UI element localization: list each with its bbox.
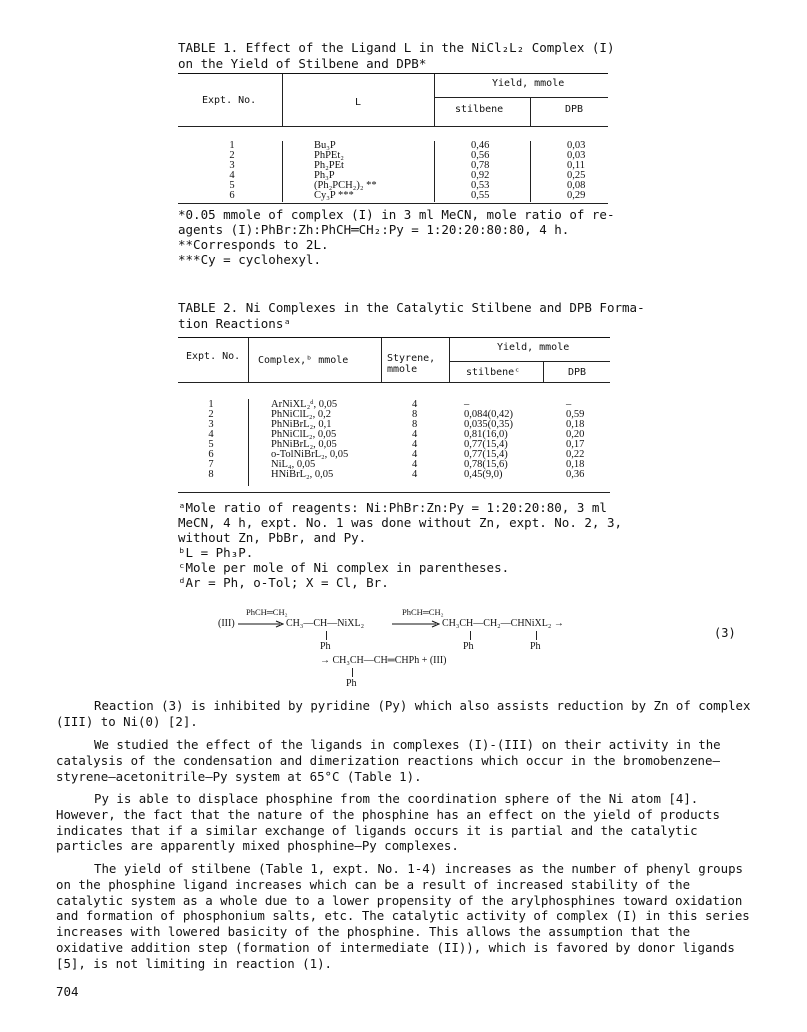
table-cell: 4 — [412, 469, 418, 480]
footnote: agents (I):PhBr:Zh:PhCH═CH₂:Py = 1:20:20:80:80, 4 h. — [178, 222, 570, 237]
footnote: ᵇL = Ph₃P. — [178, 545, 254, 560]
table2-header-rule — [178, 382, 610, 383]
table2-header-styrene: Styrene, — [387, 353, 436, 364]
table1-header-stilbene: stilbene — [455, 104, 504, 115]
scheme-sub3: Ph — [346, 678, 357, 689]
scheme-arrow1-label: PhCH═CH₂ — [246, 607, 288, 617]
table-cell: 4 — [412, 429, 418, 440]
table-cell: 6 — [208, 449, 214, 460]
bond-line — [326, 631, 327, 640]
table1-col-stilbene — [471, 141, 489, 201]
paragraph-text: Py is able to displace phosphine from the coordination sphere of the Ni atom [4]. However, the fact that the nature of the phosphine has an effect on the yield of products indicates that if a similar exchange of ligands occurs it is partial and the catalytic particles are apparently mixed phosphine–Py complexes. — [56, 791, 720, 854]
table1-body-vrule — [530, 141, 531, 202]
paragraph-2 — [56, 737, 751, 784]
table-cell: Ph₂PEt — [314, 160, 344, 171]
table-cell: 8 — [208, 469, 214, 480]
table1-vrule — [530, 98, 531, 126]
paragraph-1 — [56, 698, 751, 730]
table-cell: 0,78(15,6) — [464, 459, 508, 470]
footnote: ᵃMole ratio of reagents: Ni:PhBr:Zn:Py = 1:20:20:80, 3 ml — [178, 500, 607, 515]
paragraph-3 — [56, 791, 751, 854]
table-cell: 8 — [412, 419, 418, 430]
table-cell: 2 — [208, 409, 214, 420]
table1-body-vrule — [434, 141, 435, 202]
table-cell: 0,18 — [566, 459, 585, 470]
reaction-arrow-icon — [238, 620, 284, 628]
footnote: without Zn, PbBr, and Py. — [178, 530, 367, 545]
table-cell: 8 — [412, 409, 418, 420]
table-cell: 0,77(15,4) — [464, 439, 508, 450]
table-cell: (Ph₂PCH₂)₂ ** — [314, 180, 377, 191]
table-cell: PhNiClL₂, 0,2 — [271, 409, 331, 420]
table1-header-dpb: DPB — [565, 104, 584, 115]
table-cell: 0,03 — [567, 140, 586, 151]
table-cell: 0,77(15,4) — [464, 449, 508, 460]
table-cell: 1 — [229, 140, 235, 151]
scheme-arrow2-label: PhCH═CH₂ — [402, 607, 444, 617]
table-cell: PhNiClL₂, 0,05 — [271, 429, 337, 440]
table-cell: 0,59 — [566, 409, 585, 420]
table-cell: 4 — [412, 439, 418, 450]
table1-body-vrule — [282, 141, 283, 202]
paragraph-4 — [56, 861, 751, 972]
table2-sub-rule — [449, 361, 610, 362]
table1-caption-line2: on the Yield of Stilbene and DPB* — [178, 56, 427, 71]
table-cell: 5 — [229, 180, 235, 191]
paragraph-text: We studied the effect of the ligands in complexes (I)-(III) on their activity in the catalysis of the condensation and dimerization reactions which occur in the bromobenzene–styrene–acetonitrile–Py system at 65°C (Table 1). — [56, 737, 721, 784]
table-cell: 0,03 — [567, 150, 586, 161]
table2-col-complex — [271, 400, 348, 480]
table-cell: 0,25 — [567, 170, 586, 181]
table-cell: 4 — [412, 399, 418, 410]
table-cell: 0,08 — [567, 180, 586, 191]
table-cell: 5 — [208, 439, 214, 450]
table-cell: Ph₃P — [314, 170, 335, 181]
table-cell: 0,035(0,35) — [464, 419, 513, 430]
table2-col-stilbene — [464, 400, 513, 480]
table-cell: 0,78 — [471, 160, 490, 171]
table2-header-styrene-unit: mmole — [387, 364, 418, 375]
table-cell: 0,46 — [471, 140, 490, 151]
table2-caption-line2: tion Reactionsᵃ — [178, 316, 291, 331]
bond-line — [470, 631, 471, 640]
footnote: *0.05 mmole of complex (I) in 3 ml MeCN, mole ratio of re- — [178, 207, 615, 222]
footnote: ***Cy = cyclohexyl. — [178, 252, 321, 267]
table2-footnotes — [178, 500, 622, 590]
table-cell: 0,36 — [566, 469, 585, 480]
table2-vrule — [449, 338, 450, 382]
table2-vrule — [543, 362, 544, 382]
scheme-product: → CH₃CH—CH═CHPh + (III) — [320, 655, 447, 666]
scheme-intermediate2: CH₃CH—CH₂—CHNiXL₂ → — [442, 618, 564, 629]
table-cell: 2 — [229, 150, 235, 161]
table-cell: 0,92 — [471, 170, 490, 181]
table-cell: 7 — [208, 459, 214, 470]
table-cell: 4 — [208, 429, 214, 440]
scheme-sub1: Ph — [320, 641, 331, 652]
table2-top-rule — [178, 337, 610, 338]
scheme-sub2b: Ph — [530, 641, 541, 652]
equation-number: (3) — [714, 626, 736, 640]
table-cell: PhNiBrL₂, 0,05 — [271, 439, 337, 450]
table-cell: 1 — [208, 399, 214, 410]
table-cell: 4 — [412, 459, 418, 470]
table2-vrule — [381, 338, 382, 382]
table-cell: 0,22 — [566, 449, 585, 460]
table-cell: 0,17 — [566, 439, 585, 450]
table1-sub-rule — [434, 97, 608, 98]
table-cell: Cy₃P *** — [314, 190, 354, 201]
table-cell: 0,11 — [567, 160, 585, 171]
table-cell: 4 — [229, 170, 235, 181]
table-cell: 0,084(0,42) — [464, 409, 513, 420]
table1-vrule — [434, 74, 435, 126]
table-cell: Bu₃P — [314, 140, 336, 151]
table-cell: 0,81(16,0) — [464, 429, 508, 440]
table-cell: 6 — [229, 190, 235, 201]
table-cell: 3 — [229, 160, 235, 171]
table-cell: 4 — [412, 449, 418, 460]
table-cell: HNiBrL₂, 0,05 — [271, 469, 334, 480]
footnote: ᶜMole per mole of Ni complex in parentheses. — [178, 560, 510, 575]
table1-header-ligand: L — [355, 97, 362, 108]
table2-col-styrene — [412, 400, 417, 480]
paragraph-text: The yield of stilbene (Table 1, expt. No. 1-4) increases as the number of phenyl groups on the phosphine ligand increases which can be a result of increased stability of the catalytic system as a whole due to a lower propensity of the arylphosphines toward oxidation and formation of phosphonium salts, etc. The catalytic activity of complex (I) in this series increases with lowered basicity of the phosphine. This allows the assumption that the oxidative addition step (formation of intermediate (II)), which is favored by donor ligands [5], is not limiting in reaction (1). — [56, 861, 750, 971]
paragraph-text: Reaction (3) is inhibited by pyridine (Py) which also assists reduction by Zn of complex (III) to Ni(0) [2]. — [56, 698, 751, 729]
table1-bottom-rule — [178, 203, 608, 204]
table1-top-rule — [178, 73, 608, 74]
footnote: MeCN, 4 h, expt. No. 1 was done without Zn, expt. No. 2, 3, — [178, 515, 623, 530]
table-cell: – — [566, 399, 572, 410]
table-cell: 3 — [208, 419, 214, 430]
table1-header-expt: Expt. No. — [202, 95, 257, 106]
table1-vrule — [282, 74, 283, 126]
scheme-start: (III) — [218, 618, 235, 629]
table1-col-no — [227, 141, 237, 201]
table2-header-complex: Complex,ᵇ mmole — [258, 355, 349, 366]
footnote: **Corresponds to 2L. — [178, 237, 329, 252]
table-cell: 0,56 — [471, 150, 490, 161]
table-cell: 0,29 — [567, 190, 586, 201]
table-cell: 0,55 — [471, 190, 490, 201]
bond-line — [536, 631, 537, 640]
table-cell: PhPEt₂ — [314, 150, 344, 161]
table1-caption-line1: TABLE 1. Effect of the Ligand L in the NiCl₂L₂ Complex (I) — [178, 40, 615, 55]
table1-col-dpb — [567, 141, 585, 201]
table2-col-dpb — [566, 400, 584, 480]
table2-vrule — [248, 338, 249, 382]
table-cell: PhNiBrL₂, 0,1 — [271, 419, 332, 430]
table1-header-rule — [178, 126, 608, 127]
table2-bottom-rule — [178, 492, 610, 493]
table1-header-yield: Yield, mmole — [492, 78, 565, 89]
table-cell: – — [464, 399, 470, 410]
table-cell: o-TolNiBrL₂, 0,05 — [271, 449, 349, 460]
table2-header-dpb: DPB — [568, 367, 587, 378]
bond-line — [352, 668, 353, 677]
table-cell: 0,53 — [471, 180, 490, 191]
table2-header-expt: Expt. No. — [186, 351, 241, 362]
page-number: 704 — [56, 984, 79, 999]
table1-footnotes — [178, 207, 615, 267]
table2-header-yield: Yield, mmole — [497, 342, 570, 353]
table-cell: ArNiXL₂ᵈ, 0,05 — [271, 399, 338, 410]
reaction-arrow-icon — [392, 620, 440, 628]
scheme-intermediate1: CH₃—CH—NiXL₂ — [286, 618, 365, 629]
table2-caption-line1: TABLE 2. Ni Complexes in the Catalytic Stilbene and DPB Forma- — [178, 300, 645, 315]
footnote: ᵈAr = Ph, o-Tol; X = Cl, Br. — [178, 575, 389, 590]
table2-body-vrule — [248, 399, 249, 486]
table-cell: 0,20 — [566, 429, 585, 440]
table2-col-no — [206, 400, 216, 480]
scheme-sub2a: Ph — [463, 641, 474, 652]
table1-col-ligand — [314, 141, 377, 201]
table-cell: 0,18 — [566, 419, 585, 430]
table2-header-stilbene: stilbeneᶜ — [466, 367, 521, 378]
table-cell: NiL₄, 0,05 — [271, 459, 316, 470]
table-cell: 0,45(9,0) — [464, 469, 503, 480]
